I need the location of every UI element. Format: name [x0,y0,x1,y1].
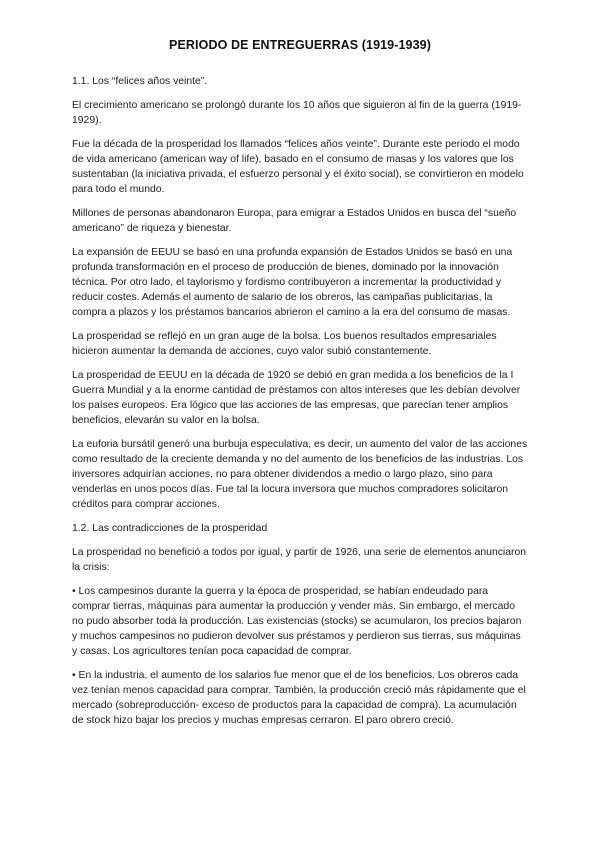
paragraph: La expansión de EEUU se basó en una profunda expansión de Estados Unidos se basó en una profunda transformación en el proceso de producción de bienes, dominado por la innovación técnica. Por otro lado, el taylorismo y fordismo contribuyeron a incrementar la productividad y reducir costes. Además el aumento de salario de los obreros, las campañas publicitarias, la compra a plazos y los préstamos bancarios abrieron el camino a la era del consumo de masas. [72,247,513,318]
section-heading-1-2: 1.2. Las contradicciones de la prosperidad [72,523,268,534]
document-title: PERIODO DE ENTREGUERRAS (1919-1939) [169,38,431,52]
bullet-item: • Los campesinos durante la guerra y la época de prosperidad, se habían endeudado para comprar tierras, máquinas para aumentar la producción y vender más. Sin embargo, el mercado no pudo absorber toda la producción. Las existencias (stocks) se acumularon, los precios bajaron y muchos campesinos no pudieron devolver sus préstamos y perdieron sus tierras, sus máquinas y casas. Los agricultores tenían poca capacidad de comprar. [72,586,522,657]
paragraph: El crecimiento americano se prolongó durante los 10 años que siguieron al fin de la guerra (1919-1929). [72,100,522,126]
bullet-item: • En la industria, el aumento de los salarios fue menor que el de los beneficios. Los obreros cada vez tenían menos capacidad para comprar. También, la producción creció más rápidamente que el mercado (sobreproducción- exceso de productos para la capacidad de compra). La acumulación de stock hizo bajar los precios y muchas empresas cerraron. El paro obrero creció. [72,670,526,726]
paragraph: La euforia bursátil generó una burbuja especulativa, es decir, un aumento del valor de las acciones como resultado de la creciente demanda y no del aumento de los beneficios de las industrias. Los inversores adquirían acciones, no para obtener dividendos a medio o largo plazo, sino para venderlas en unos pocos días. Fue tal la locura inversora que muchos compradores solicitaron créditos para comprar acciones. [72,439,528,510]
paragraph: Fue la década de la prosperidad los llamados “felices años veinte”. Durante este periodo el modo de vida americano (american way of life), basado en el consumo de masas y los valores que los sustentaban (la iniciativa privada, el esfuerzo personal y el éxito social), se convirtieron en modelo para todo el mundo. [72,139,524,195]
paragraph: Millones de personas abandonaron Europa, para emigrar a Estados Unidos en busca del “sueño americano” de riqueza y bienestar. [72,208,517,234]
section-heading-1-1: 1.1. Los “felices años veinte”. [72,76,208,87]
paragraph: La prosperidad de EEUU en la década de 1920 se debió en gran medida a los beneficios de la I Guerra Mundial y a la enorme cantidad de préstamos con altos intereses que les debían devolver los países europeos. Era lógico que las acciones de las empresas, que parecían tener amplios beneficios, elevarán su valor en la bolsa. [72,370,521,426]
paragraph: La prosperidad se reflejó en un gran auge de la bolsa. Los buenos resultados empresariales hicieron aumentar la demanda de acciones, cuyo valor subió constantemente. [72,331,497,357]
section-intro: La prosperidad no benefició a todos por igual, y partir de 1926, una serie de elementos anunciaron la crisis: [72,547,527,573]
